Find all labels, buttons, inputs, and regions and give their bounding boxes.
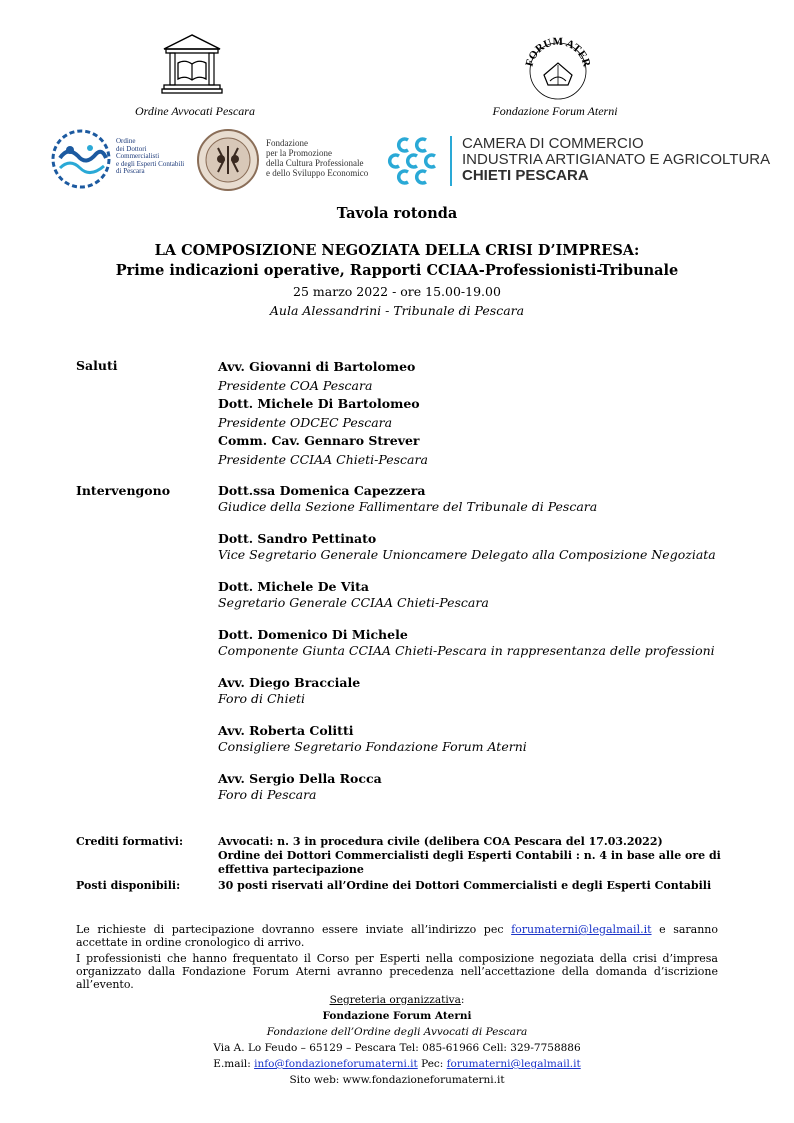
footer-pec-link[interactable]: forumaterni@legalmail.it [446, 1058, 581, 1070]
pec-link[interactable]: forumaterni@legalmail.it [511, 923, 652, 936]
saluti-list [218, 358, 428, 469]
info-p1-before: Le richieste di partecipazione dovranno essere inviate all’indirizzo pec [76, 923, 512, 936]
footer-site: Sito web: www.fondazioneforumaterni.it [289, 1074, 505, 1086]
footer-email-link[interactable]: info@fondazioneforumaterni.it [254, 1058, 418, 1070]
speaker-name-6: Avv. Roberta Colitti [218, 723, 354, 738]
cciaa-logo [386, 134, 776, 190]
crediti-text [218, 835, 721, 877]
crediti-line-3: effettiva partecipazione [218, 863, 364, 876]
speaker-name-4: Dott. Domenico Di Michele [218, 627, 408, 642]
speaker-1 [218, 483, 716, 531]
speaker-7 [218, 771, 716, 819]
speaker-role-5: Foro di Chieti [218, 691, 305, 706]
odcec-logo [50, 128, 190, 192]
speaker-4 [218, 627, 716, 675]
speaker-role-4: Componente Giunta CCIAA Chieti-Pescara in rappresentanza delle professioni [218, 643, 715, 658]
footer-email-label: E.mail: [213, 1058, 255, 1070]
saluti-role-1: Presidente COA Pescara [218, 377, 373, 393]
coa-caption: Ordine Avvocati Pescara [135, 104, 255, 118]
saluti-name-1: Avv. Giovanni di Bartolomeo [218, 359, 416, 374]
speaker-name-3: Dott. Michele De Vita [218, 579, 369, 594]
saluti-label: Saluti [76, 358, 118, 373]
forum-aterni-logo [524, 33, 592, 101]
speaker-3 [218, 579, 716, 627]
speaker-6 [218, 723, 716, 771]
forum-caption: Fondazione Forum Aterni [492, 104, 618, 118]
speaker-name-2: Dott. Sandro Pettinato [218, 531, 377, 546]
footer-pec-label: Pec: [417, 1058, 447, 1070]
info-paragraph-1 [76, 923, 718, 949]
speaker-role-1: Giudice della Sezione Fallimentare del Tribunale di Pescara [218, 499, 598, 514]
odcec-line-3: e degli Esperti Contabili [116, 159, 185, 168]
posti-label: Posti disponibili: [76, 879, 181, 892]
odcec-line-4: di Pescara [116, 167, 145, 175]
crediti-label: Crediti formativi: [76, 835, 184, 848]
info-paragraph-2: I professionisti che hanno frequentato il Corso per Esperti nella composizione negoziata della crisi d’impresa organizzato dalla Fondazione Forum Aterni avranno precedenza nell’accettazione della domanda d’iscrizione all’evento. [76, 952, 718, 991]
event-date: 25 marzo 2022 - ore 15.00-19.00 [293, 284, 501, 299]
fondazione-line-4: e dello Sviluppo Economico [266, 168, 369, 178]
footer [0, 992, 794, 1088]
crediti-line-1: Avvocati: n. 3 in procedura civile (delibera COA Pescara del 17.03.2022) [218, 835, 663, 848]
odcec-line-2: dei Dottori Commercialisti [116, 144, 160, 160]
footer-org: Fondazione Forum Aterni [322, 1010, 472, 1022]
fondazione-line-2: per la Promozione [266, 148, 332, 158]
speaker-2 [218, 531, 716, 579]
odcec-emblem-icon [50, 128, 112, 190]
saluti-role-3: Presidente CCIAA Chieti-Pescara [218, 451, 428, 467]
speaker-5 [218, 675, 716, 723]
fondazione-line-3: della Cultura Professionale [266, 158, 364, 168]
title-line-2: Prime indicazioni operative, Rapporti CCIAA-Professionisti-Tribunale [115, 262, 679, 279]
intervengono-label: Intervengono [76, 483, 171, 498]
saluti-name-2: Dott. Michele Di Bartolomeo [218, 396, 420, 411]
temple-book-icon [160, 33, 224, 95]
odcec-line-1: Ordine [116, 137, 136, 145]
cciaa-emblem-icon [386, 134, 442, 190]
speaker-role-2: Vice Segretario Generale Unioncamere Delegato alla Composizione Negoziata [218, 547, 716, 562]
fondazione-seal-icon [196, 128, 260, 192]
intervengono-list [218, 483, 716, 819]
svg-text:FORUM ATERNI: FORUM ATER [524, 35, 592, 69]
speaker-role-3: Segretario Generale CCIAA Chieti-Pescara [218, 595, 489, 610]
cciaa-line-1: CAMERA DI COMMERCIO [462, 135, 644, 152]
event-venue: Aula Alessandrini - Tribunale di Pescara [269, 303, 525, 318]
forum-aterni-seal-icon [524, 33, 592, 101]
title-line-1: LA COMPOSIZIONE NEGOZIATA DELLA CRISI D’IMPRESA: [154, 242, 640, 259]
speaker-role-7: Foro di Pescara [218, 787, 317, 802]
segreteria-colon: : [460, 994, 465, 1006]
segreteria-label: Segreteria organizzativa [329, 994, 461, 1006]
saluti-role-2: Presidente ODCEC Pescara [218, 414, 393, 430]
cciaa-line-2: INDUSTRIA ARTIGIANATO E AGRICOLTURA [462, 151, 771, 168]
footer-address: Via A. Lo Feudo – 65129 – Pescara Tel: 085-61966 Cell: 329-7758886 [213, 1042, 581, 1054]
speaker-name-1: Dott.ssa Domenica Capezzera [218, 483, 426, 498]
coa-logo [160, 33, 224, 95]
footer-sub: Fondazione dell’Ordine degli Avvocati di Pescara [266, 1026, 528, 1038]
speaker-role-6: Consigliere Segretario Fondazione Forum Aterni [218, 739, 527, 754]
speaker-name-7: Avv. Sergio Della Rocca [218, 771, 382, 786]
speaker-name-5: Avv. Diego Bracciale [218, 675, 361, 690]
saluti-name-3: Comm. Cav. Gennaro Strever [218, 433, 420, 448]
crediti-line-2: Ordine dei Dottori Commercialisti degli Esperti Contabili : n. 4 in base alle ore di [218, 849, 721, 862]
fondazione-line-1: Fondazione [266, 138, 308, 148]
event-type: Tavola rotonda [336, 205, 458, 222]
cciaa-line-3: CHIETI PESCARA [462, 167, 589, 184]
posti-text: 30 posti riservati all’Ordine dei Dottori Commercialisti e degli Esperti Contabili [218, 879, 712, 892]
info-p1-after: e saranno accettate in ordine cronologico di arrivo. [76, 923, 718, 949]
fondazione-logo [196, 128, 376, 192]
